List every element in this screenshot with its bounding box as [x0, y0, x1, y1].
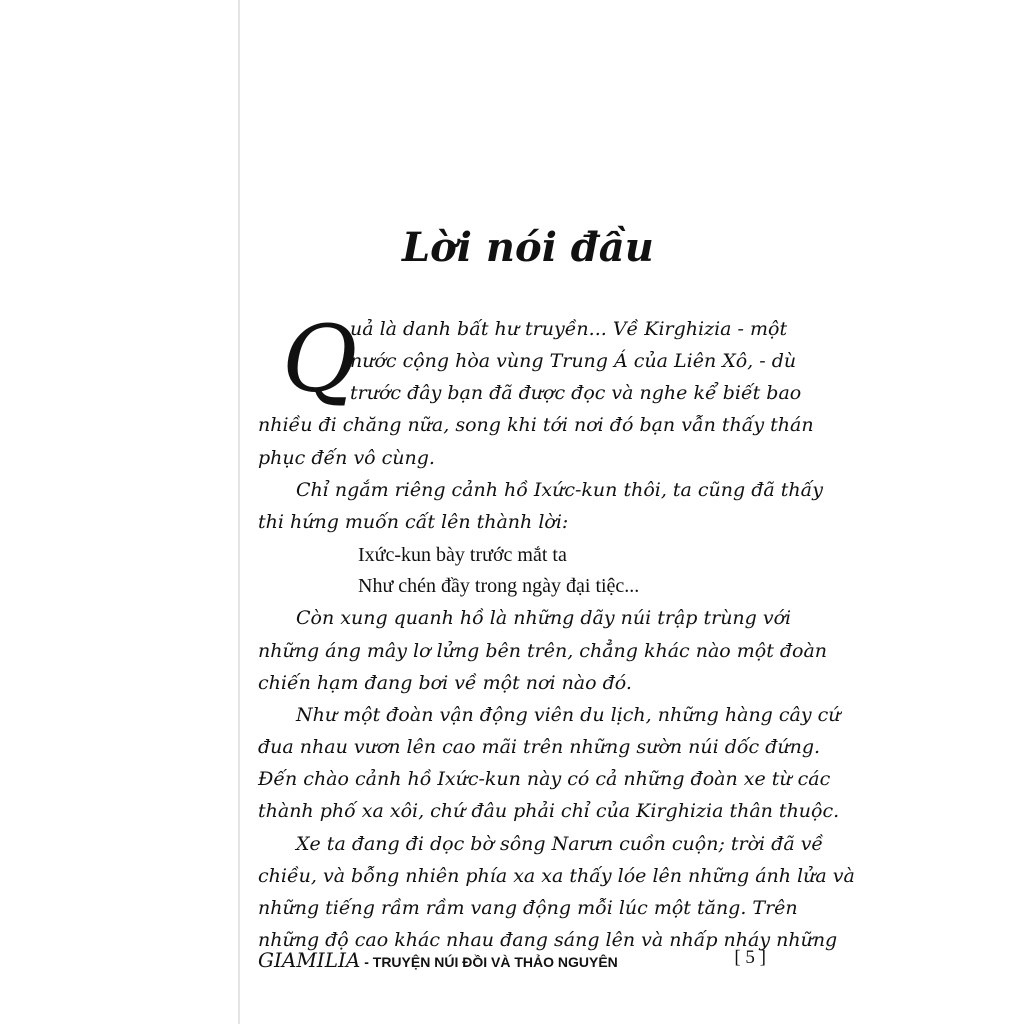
page-title: Lời nói đầu	[402, 224, 654, 271]
verse-line-2: Như chén đầy trong ngày đại tiệc...	[358, 575, 640, 597]
paragraph-1-line-1: uả là danh bất hư truyền... Về Kirghizia - một	[350, 318, 788, 340]
paragraph-3-line-3: chiến hạm đang bơi về một nơi nào đó.	[258, 672, 632, 694]
verse-line-1: Ixức-kun bày trước mắt ta	[358, 544, 567, 566]
footer-book-title: GIAMILIA	[258, 948, 361, 972]
paragraph-2-line-2: thi hứng muốn cất lên thành lời:	[258, 511, 569, 533]
paragraph-5-line-3: những tiếng rầm rầm vang động mỗi lúc một tăng. Trên	[258, 897, 798, 919]
paragraph-5-line-1: Xe ta đang đi dọc bờ sông Narưn cuồn cuộn; trời đã về	[296, 833, 824, 855]
paragraph-1-line-2: nước cộng hòa vùng Trung Á của Liên Xô, - dù	[350, 350, 797, 372]
running-footer	[258, 946, 618, 974]
paragraph-2-line-1: Chỉ ngắm riêng cảnh hồ Ixức-kun thôi, ta cũng đã thấy	[296, 479, 824, 501]
paragraph-4-line-4: thành phố xa xôi, chứ đâu phải chỉ của Kirghizia thân thuộc.	[258, 800, 840, 822]
paragraph-4-line-1: Như một đoàn vận động viên du lịch, những hàng cây cứ	[296, 704, 841, 726]
page-number: [ 5 ]	[734, 947, 766, 968]
page-edge-line	[238, 0, 240, 1024]
paragraph-1-line-3: trước đây bạn đã được đọc và nghe kể biết bao	[350, 382, 802, 404]
paragraph-4-line-2: đua nhau vươn lên cao mãi trên những sườn núi dốc đứng.	[258, 736, 821, 758]
paragraph-5-line-2: chiều, và bỗng nhiên phía xa xa thấy lóe lên những ánh lửa và	[258, 865, 855, 887]
drop-cap-letter: Q	[282, 306, 358, 413]
paragraph-5-line-4: những độ cao khác nhau đang sáng lên và nhấp nháy những	[258, 929, 838, 951]
footer-subtitle: - TRUYỆN NÚI ĐỒI VÀ THẢO NGUYÊN	[360, 954, 618, 970]
paragraph-1-line-4: nhiều đi chăng nữa, song khi tới nơi đó bạn vẫn thấy thán	[258, 414, 814, 436]
paragraph-3-line-2: những áng mây lơ lửng bên trên, chẳng khác nào một đoàn	[258, 640, 828, 662]
paragraph-1-line-5: phục đến vô cùng.	[258, 447, 435, 469]
paragraph-3-line-1: Còn xung quanh hồ là những dãy núi trập trùng với	[296, 607, 792, 629]
paragraph-4-line-3: Đến chào cảnh hồ Ixức-kun này có cả những đoàn xe từ các	[258, 768, 831, 790]
